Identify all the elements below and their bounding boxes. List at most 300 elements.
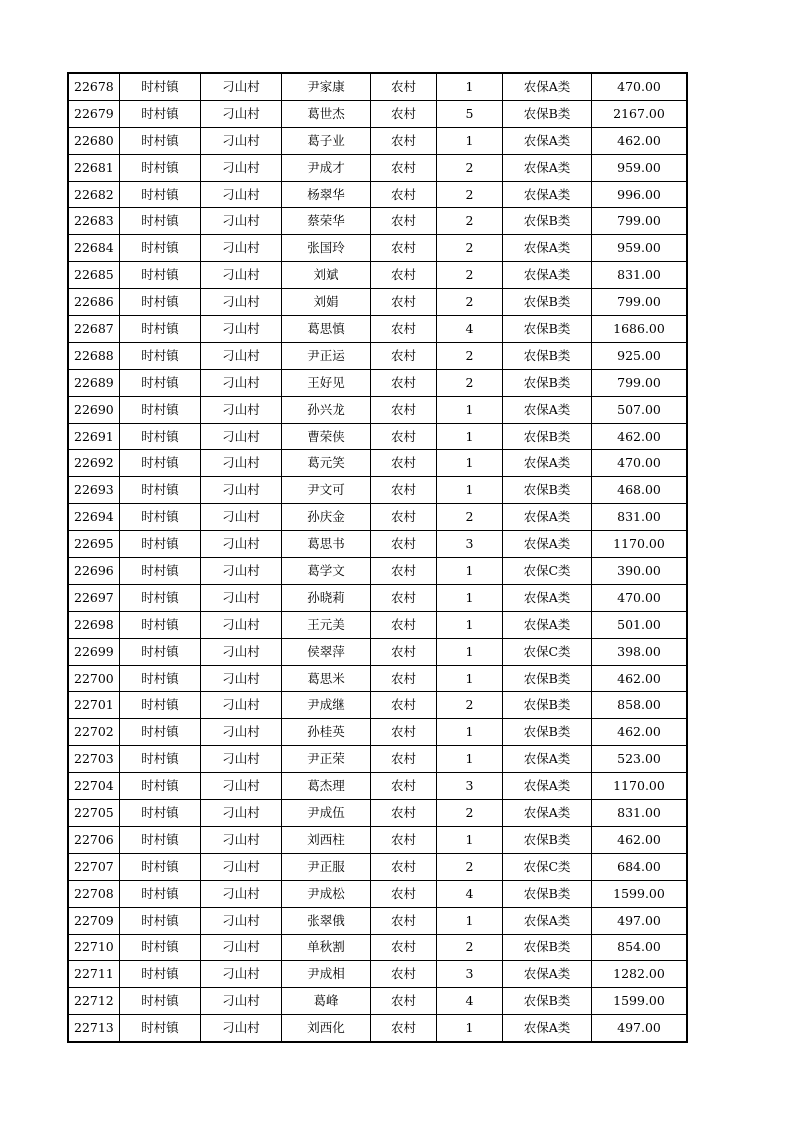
member-count-cell: 2: [437, 154, 503, 181]
town-cell: 时村镇: [120, 262, 201, 289]
insurance-category-cell: 农保B类: [503, 289, 592, 316]
insurance-category-cell: 农保B类: [503, 934, 592, 961]
household-type-cell: 农村: [371, 235, 437, 262]
town-cell: 时村镇: [120, 719, 201, 746]
town-cell: 时村镇: [120, 504, 201, 531]
amount-cell: 799.00: [592, 208, 688, 235]
table-row: [68, 504, 687, 531]
member-count-cell: 3: [437, 773, 503, 800]
household-type-cell: 农村: [371, 477, 437, 504]
member-count-cell: 1: [437, 558, 503, 585]
village-cell: 刁山村: [201, 235, 282, 262]
insurance-category-cell: 农保B类: [503, 719, 592, 746]
village-cell: 刁山村: [201, 692, 282, 719]
name-cell: 尹成才: [282, 154, 371, 181]
member-count-cell: 1: [437, 746, 503, 773]
record-id-cell: 22682: [68, 181, 120, 208]
village-cell: 刁山村: [201, 584, 282, 611]
amount-cell: 2167.00: [592, 100, 688, 127]
amount-cell: 462.00: [592, 665, 688, 692]
household-type-cell: 农村: [371, 316, 437, 343]
table-row: [68, 369, 687, 396]
table-row: [68, 235, 687, 262]
household-type-cell: 农村: [371, 396, 437, 423]
town-cell: 时村镇: [120, 638, 201, 665]
village-cell: 刁山村: [201, 1015, 282, 1042]
name-cell: 尹正运: [282, 342, 371, 369]
table-row: [68, 396, 687, 423]
member-count-cell: 5: [437, 100, 503, 127]
household-type-cell: 农村: [371, 611, 437, 638]
insurance-category-cell: 农保A类: [503, 907, 592, 934]
town-cell: 时村镇: [120, 961, 201, 988]
village-cell: 刁山村: [201, 638, 282, 665]
record-id-cell: 22709: [68, 907, 120, 934]
record-id-cell: 22711: [68, 961, 120, 988]
member-count-cell: 1: [437, 73, 503, 100]
amount-cell: 959.00: [592, 154, 688, 181]
household-type-cell: 农村: [371, 665, 437, 692]
insurance-category-cell: 农保A类: [503, 1015, 592, 1042]
village-cell: 刁山村: [201, 450, 282, 477]
name-cell: 尹家康: [282, 73, 371, 100]
town-cell: 时村镇: [120, 853, 201, 880]
member-count-cell: 2: [437, 800, 503, 827]
member-count-cell: 1: [437, 638, 503, 665]
amount-cell: 799.00: [592, 289, 688, 316]
insurance-category-cell: 农保B类: [503, 692, 592, 719]
member-count-cell: 2: [437, 692, 503, 719]
town-cell: 时村镇: [120, 235, 201, 262]
record-id-cell: 22701: [68, 692, 120, 719]
record-id-cell: 22697: [68, 584, 120, 611]
member-count-cell: 2: [437, 235, 503, 262]
household-type-cell: 农村: [371, 289, 437, 316]
table-row: [68, 826, 687, 853]
table-row: [68, 584, 687, 611]
town-cell: 时村镇: [120, 584, 201, 611]
town-cell: 时村镇: [120, 826, 201, 853]
amount-cell: 462.00: [592, 423, 688, 450]
table-row: [68, 73, 687, 100]
village-cell: 刁山村: [201, 800, 282, 827]
record-id-cell: 22700: [68, 665, 120, 692]
town-cell: 时村镇: [120, 369, 201, 396]
amount-cell: 1599.00: [592, 880, 688, 907]
record-id-cell: 22684: [68, 235, 120, 262]
household-type-cell: 农村: [371, 746, 437, 773]
table-row: [68, 342, 687, 369]
town-cell: 时村镇: [120, 692, 201, 719]
town-cell: 时村镇: [120, 450, 201, 477]
town-cell: 时村镇: [120, 208, 201, 235]
insurance-category-cell: 农保A类: [503, 773, 592, 800]
table-row: [68, 127, 687, 154]
record-id-cell: 22680: [68, 127, 120, 154]
record-id-cell: 22685: [68, 262, 120, 289]
insurance-category-cell: 农保B类: [503, 880, 592, 907]
amount-cell: 831.00: [592, 800, 688, 827]
insurance-category-cell: 农保A类: [503, 235, 592, 262]
household-type-cell: 农村: [371, 369, 437, 396]
name-cell: 孙兴龙: [282, 396, 371, 423]
insurance-category-cell: 农保A类: [503, 800, 592, 827]
member-count-cell: 1: [437, 423, 503, 450]
record-id-cell: 22690: [68, 396, 120, 423]
member-count-cell: 3: [437, 531, 503, 558]
amount-cell: 462.00: [592, 127, 688, 154]
amount-cell: 523.00: [592, 746, 688, 773]
amount-cell: 831.00: [592, 504, 688, 531]
amount-cell: 470.00: [592, 450, 688, 477]
village-cell: 刁山村: [201, 504, 282, 531]
village-cell: 刁山村: [201, 665, 282, 692]
table-row: [68, 773, 687, 800]
member-count-cell: 2: [437, 208, 503, 235]
amount-cell: 1686.00: [592, 316, 688, 343]
table-row: [68, 961, 687, 988]
table-row: [68, 1015, 687, 1042]
insurance-category-cell: 农保A类: [503, 746, 592, 773]
amount-cell: 390.00: [592, 558, 688, 585]
household-type-cell: 农村: [371, 423, 437, 450]
table-row: [68, 100, 687, 127]
amount-cell: 507.00: [592, 396, 688, 423]
village-cell: 刁山村: [201, 127, 282, 154]
name-cell: 侯翠萍: [282, 638, 371, 665]
table-row: [68, 450, 687, 477]
town-cell: 时村镇: [120, 73, 201, 100]
household-type-cell: 农村: [371, 961, 437, 988]
member-count-cell: 1: [437, 665, 503, 692]
village-cell: 刁山村: [201, 611, 282, 638]
amount-cell: 497.00: [592, 1015, 688, 1042]
village-cell: 刁山村: [201, 826, 282, 853]
member-count-cell: 3: [437, 961, 503, 988]
table-row: [68, 880, 687, 907]
amount-cell: 470.00: [592, 73, 688, 100]
insurance-category-cell: 农保A类: [503, 181, 592, 208]
town-cell: 时村镇: [120, 800, 201, 827]
insurance-category-cell: 农保A类: [503, 154, 592, 181]
table-row: [68, 316, 687, 343]
household-type-cell: 农村: [371, 1015, 437, 1042]
insurance-category-cell: 农保C类: [503, 638, 592, 665]
household-type-cell: 农村: [371, 450, 437, 477]
town-cell: 时村镇: [120, 773, 201, 800]
insurance-category-cell: 农保A类: [503, 127, 592, 154]
amount-cell: 1282.00: [592, 961, 688, 988]
record-id-cell: 22707: [68, 853, 120, 880]
household-type-cell: 农村: [371, 880, 437, 907]
town-cell: 时村镇: [120, 477, 201, 504]
household-type-cell: 农村: [371, 504, 437, 531]
insurance-category-cell: 农保C类: [503, 558, 592, 585]
household-type-cell: 农村: [371, 342, 437, 369]
insurance-category-cell: 农保B类: [503, 316, 592, 343]
insurance-category-cell: 农保A类: [503, 396, 592, 423]
record-id-cell: 22678: [68, 73, 120, 100]
town-cell: 时村镇: [120, 611, 201, 638]
village-cell: 刁山村: [201, 289, 282, 316]
town-cell: 时村镇: [120, 746, 201, 773]
name-cell: 葛学文: [282, 558, 371, 585]
village-cell: 刁山村: [201, 746, 282, 773]
village-cell: 刁山村: [201, 934, 282, 961]
name-cell: 尹成继: [282, 692, 371, 719]
amount-cell: 1170.00: [592, 773, 688, 800]
name-cell: 尹成相: [282, 961, 371, 988]
amount-cell: 925.00: [592, 342, 688, 369]
name-cell: 刘斌: [282, 262, 371, 289]
table-row: [68, 289, 687, 316]
household-type-cell: 农村: [371, 826, 437, 853]
household-type-cell: 农村: [371, 262, 437, 289]
town-cell: 时村镇: [120, 907, 201, 934]
household-type-cell: 农村: [371, 773, 437, 800]
record-id-cell: 22687: [68, 316, 120, 343]
insurance-category-cell: 农保A类: [503, 504, 592, 531]
name-cell: 张国玲: [282, 235, 371, 262]
record-id-cell: 22692: [68, 450, 120, 477]
amount-cell: 497.00: [592, 907, 688, 934]
household-type-cell: 农村: [371, 558, 437, 585]
village-cell: 刁山村: [201, 423, 282, 450]
name-cell: 刘西柱: [282, 826, 371, 853]
household-type-cell: 农村: [371, 154, 437, 181]
name-cell: 葛元笑: [282, 450, 371, 477]
village-cell: 刁山村: [201, 773, 282, 800]
household-type-cell: 农村: [371, 934, 437, 961]
village-cell: 刁山村: [201, 988, 282, 1015]
name-cell: 张翠俄: [282, 907, 371, 934]
record-id-cell: 22705: [68, 800, 120, 827]
household-type-cell: 农村: [371, 584, 437, 611]
village-cell: 刁山村: [201, 531, 282, 558]
name-cell: 葛思米: [282, 665, 371, 692]
record-id-cell: 22708: [68, 880, 120, 907]
household-type-cell: 农村: [371, 800, 437, 827]
town-cell: 时村镇: [120, 934, 201, 961]
name-cell: 葛峰: [282, 988, 371, 1015]
record-id-cell: 22713: [68, 1015, 120, 1042]
table-row: [68, 988, 687, 1015]
name-cell: 杨翠华: [282, 181, 371, 208]
member-count-cell: 1: [437, 127, 503, 154]
amount-cell: 462.00: [592, 719, 688, 746]
name-cell: 尹正荣: [282, 746, 371, 773]
insurance-category-cell: 农保B类: [503, 100, 592, 127]
table-body: [68, 73, 687, 1042]
insurance-category-cell: 农保A类: [503, 611, 592, 638]
name-cell: 王好见: [282, 369, 371, 396]
table-row: [68, 853, 687, 880]
insurance-category-cell: 农保A类: [503, 961, 592, 988]
record-id-cell: 22702: [68, 719, 120, 746]
town-cell: 时村镇: [120, 316, 201, 343]
member-count-cell: 2: [437, 262, 503, 289]
member-count-cell: 1: [437, 826, 503, 853]
member-count-cell: 2: [437, 853, 503, 880]
table-row: [68, 208, 687, 235]
member-count-cell: 1: [437, 396, 503, 423]
amount-cell: 959.00: [592, 235, 688, 262]
table-row: [68, 477, 687, 504]
insurance-category-cell: 农保A类: [503, 450, 592, 477]
record-id-cell: 22704: [68, 773, 120, 800]
village-cell: 刁山村: [201, 342, 282, 369]
name-cell: 孙桂英: [282, 719, 371, 746]
amount-cell: 462.00: [592, 826, 688, 853]
record-id-cell: 22703: [68, 746, 120, 773]
village-cell: 刁山村: [201, 369, 282, 396]
amount-cell: 468.00: [592, 477, 688, 504]
member-count-cell: 2: [437, 181, 503, 208]
village-cell: 刁山村: [201, 719, 282, 746]
insurance-category-cell: 农保B类: [503, 826, 592, 853]
record-id-cell: 22712: [68, 988, 120, 1015]
member-count-cell: 1: [437, 584, 503, 611]
member-count-cell: 1: [437, 907, 503, 934]
amount-cell: 684.00: [592, 853, 688, 880]
member-count-cell: 1: [437, 719, 503, 746]
table-row: [68, 907, 687, 934]
town-cell: 时村镇: [120, 127, 201, 154]
record-id-cell: 22681: [68, 154, 120, 181]
table-row: [68, 638, 687, 665]
amount-cell: 398.00: [592, 638, 688, 665]
village-cell: 刁山村: [201, 100, 282, 127]
name-cell: 单秋割: [282, 934, 371, 961]
village-cell: 刁山村: [201, 316, 282, 343]
amount-cell: 831.00: [592, 262, 688, 289]
member-count-cell: 2: [437, 369, 503, 396]
household-type-cell: 农村: [371, 692, 437, 719]
table-row: [68, 262, 687, 289]
name-cell: 曹荣侠: [282, 423, 371, 450]
member-count-cell: 2: [437, 342, 503, 369]
name-cell: 尹成伍: [282, 800, 371, 827]
town-cell: 时村镇: [120, 342, 201, 369]
amount-cell: 501.00: [592, 611, 688, 638]
member-count-cell: 1: [437, 450, 503, 477]
record-id-cell: 22691: [68, 423, 120, 450]
table-row: [68, 558, 687, 585]
record-id-cell: 22706: [68, 826, 120, 853]
member-count-cell: 2: [437, 934, 503, 961]
insurance-category-cell: 农保A类: [503, 262, 592, 289]
amount-cell: 858.00: [592, 692, 688, 719]
record-id-cell: 22699: [68, 638, 120, 665]
amount-cell: 1170.00: [592, 531, 688, 558]
village-cell: 刁山村: [201, 73, 282, 100]
record-id-cell: 22695: [68, 531, 120, 558]
town-cell: 时村镇: [120, 1015, 201, 1042]
insurance-category-cell: 农保B类: [503, 208, 592, 235]
member-count-cell: 4: [437, 988, 503, 1015]
member-count-cell: 4: [437, 316, 503, 343]
town-cell: 时村镇: [120, 531, 201, 558]
household-type-cell: 农村: [371, 638, 437, 665]
town-cell: 时村镇: [120, 289, 201, 316]
household-type-cell: 农村: [371, 73, 437, 100]
insurance-category-cell: 农保B类: [503, 423, 592, 450]
name-cell: 葛世杰: [282, 100, 371, 127]
record-id-cell: 22710: [68, 934, 120, 961]
town-cell: 时村镇: [120, 665, 201, 692]
village-cell: 刁山村: [201, 181, 282, 208]
village-cell: 刁山村: [201, 262, 282, 289]
amount-cell: 1599.00: [592, 988, 688, 1015]
record-id-cell: 22689: [68, 369, 120, 396]
insurance-category-cell: 农保B类: [503, 342, 592, 369]
table-row: [68, 181, 687, 208]
table-row: [68, 665, 687, 692]
insurance-category-cell: 农保B类: [503, 369, 592, 396]
insurance-category-cell: 农保A类: [503, 584, 592, 611]
record-id-cell: 22683: [68, 208, 120, 235]
household-type-cell: 农村: [371, 988, 437, 1015]
insurance-category-cell: 农保A类: [503, 531, 592, 558]
town-cell: 时村镇: [120, 558, 201, 585]
insurance-category-cell: 农保B类: [503, 665, 592, 692]
member-count-cell: 2: [437, 504, 503, 531]
village-cell: 刁山村: [201, 208, 282, 235]
member-count-cell: 4: [437, 880, 503, 907]
name-cell: 蔡荣华: [282, 208, 371, 235]
household-type-cell: 农村: [371, 181, 437, 208]
name-cell: 尹文可: [282, 477, 371, 504]
member-count-cell: 1: [437, 611, 503, 638]
record-id-cell: 22686: [68, 289, 120, 316]
town-cell: 时村镇: [120, 100, 201, 127]
name-cell: 葛杰理: [282, 773, 371, 800]
household-type-cell: 农村: [371, 907, 437, 934]
member-count-cell: 1: [437, 477, 503, 504]
village-cell: 刁山村: [201, 880, 282, 907]
village-cell: 刁山村: [201, 477, 282, 504]
member-count-cell: 2: [437, 289, 503, 316]
table-row: [68, 746, 687, 773]
name-cell: 孙晓莉: [282, 584, 371, 611]
village-cell: 刁山村: [201, 154, 282, 181]
insurance-category-cell: 农保C类: [503, 853, 592, 880]
village-cell: 刁山村: [201, 396, 282, 423]
name-cell: 刘娟: [282, 289, 371, 316]
name-cell: 葛思慎: [282, 316, 371, 343]
town-cell: 时村镇: [120, 154, 201, 181]
town-cell: 时村镇: [120, 880, 201, 907]
record-id-cell: 22693: [68, 477, 120, 504]
record-id-cell: 22688: [68, 342, 120, 369]
town-cell: 时村镇: [120, 423, 201, 450]
record-id-cell: 22696: [68, 558, 120, 585]
table-row: [68, 719, 687, 746]
record-id-cell: 22698: [68, 611, 120, 638]
table-row: [68, 423, 687, 450]
village-cell: 刁山村: [201, 961, 282, 988]
table-row: [68, 611, 687, 638]
name-cell: 尹正服: [282, 853, 371, 880]
name-cell: 孙庆金: [282, 504, 371, 531]
record-id-cell: 22679: [68, 100, 120, 127]
household-type-cell: 农村: [371, 100, 437, 127]
insurance-category-cell: 农保A类: [503, 73, 592, 100]
record-id-cell: 22694: [68, 504, 120, 531]
table-row: [68, 692, 687, 719]
household-type-cell: 农村: [371, 853, 437, 880]
table-row: [68, 934, 687, 961]
